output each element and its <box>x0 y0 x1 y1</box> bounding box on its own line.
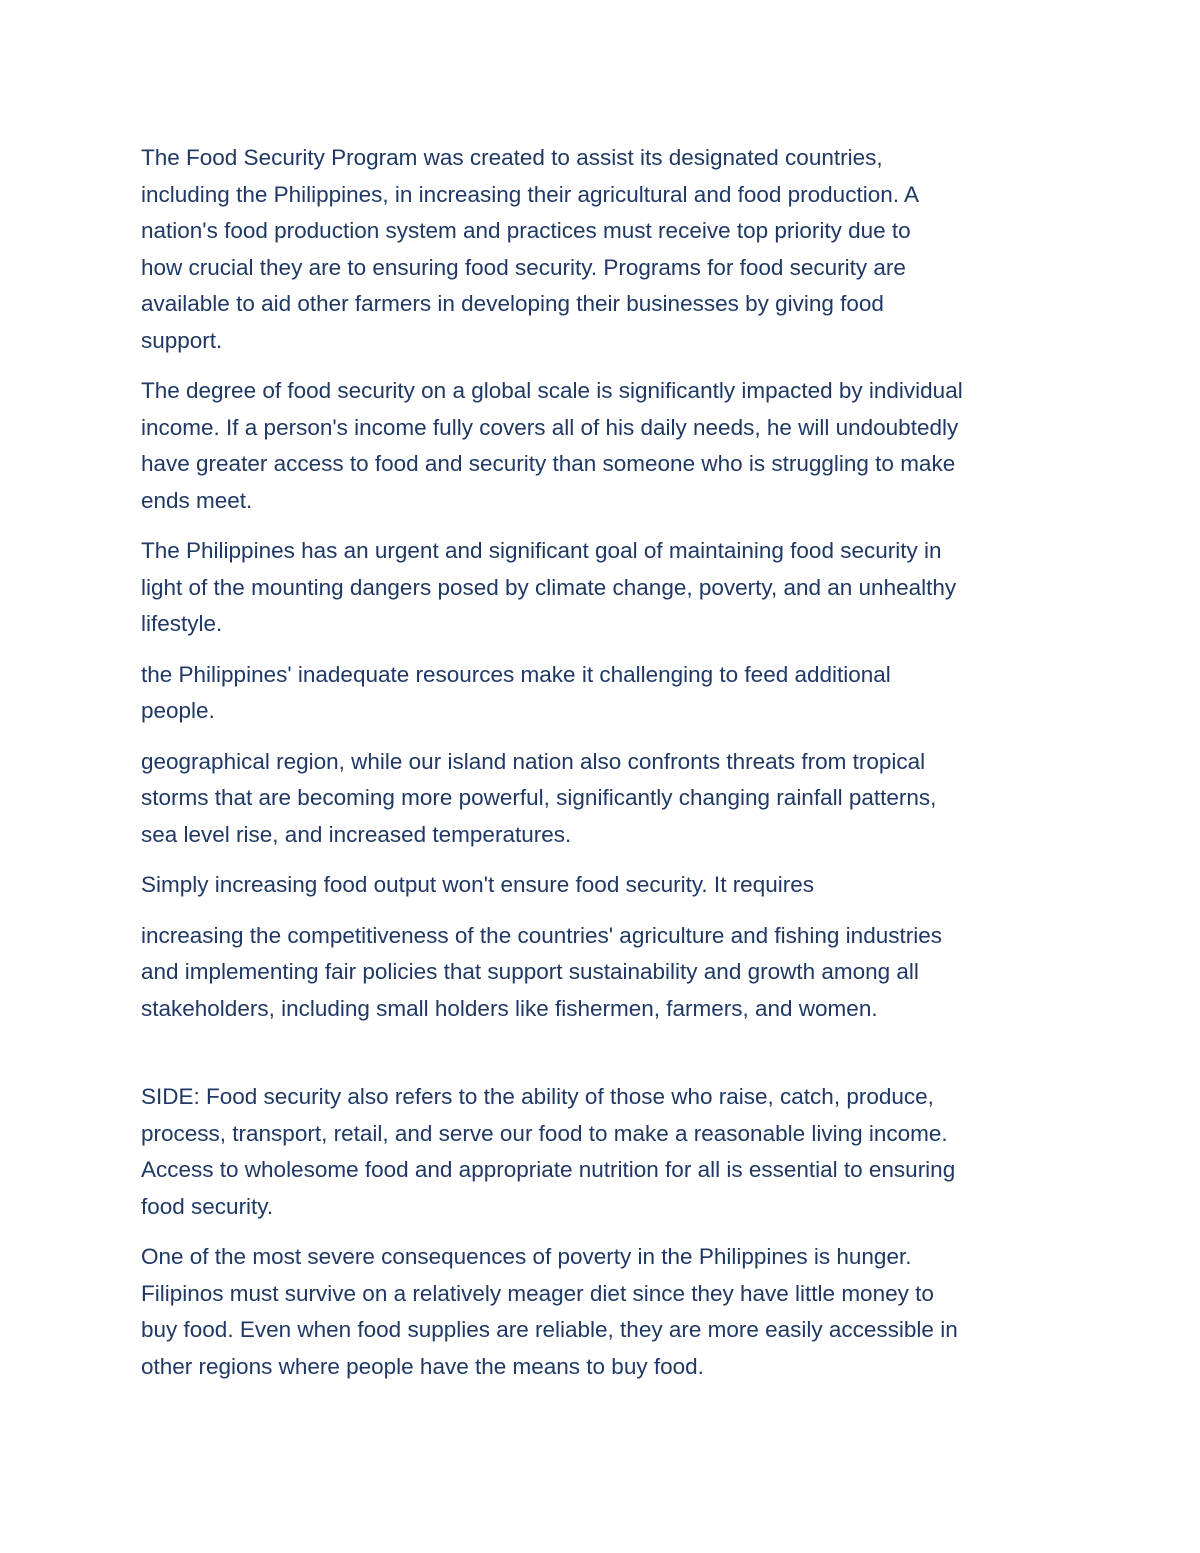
paragraph-geographical-region: geographical region, while our island nation also confronts threats from tropical storms that are becoming more powerful, significantly changing rainfall patterns, sea level rise, and increased temperatures. <box>141 748 937 847</box>
paragraph-food-security-program: The Food Security Program was created to assist its designated countries, including the Philippines, in increasing their agricultural and food production. A nation's food production system and practices must receive top priority due to how crucial they are to ensuring food security. Programs for food security are available to aid other farmers in developing their businesses by giving food support. <box>141 145 919 353</box>
paragraph-philippines-goal: The Philippines has an urgent and significant goal of maintaining food security in light of the mounting dangers posed by climate change, poverty, and an unhealthy lifestyle. <box>141 538 957 636</box>
document-body <box>141 140 1071 1385</box>
paragraph-food-output: Simply increasing food output won't ensure food security. It requires <box>141 872 814 897</box>
paragraph-competitiveness: increasing the competitiveness of the countries' agriculture and fishing industries and implementing fair policies that support sustainability and growth among all stakeholders, including small holders like fishermen, farmers, and women. <box>141 922 942 1021</box>
paragraph-inadequate-resources: the Philippines' inadequate resources make it challenging to feed additional people. <box>141 661 891 723</box>
paragraph-side-note: SIDE: Food security also refers to the ability of those who raise, catch, produce, process, transport, retail, and serve our food to make a reasonable living income. Access to wholesome food and appropriate nutrition for all is essential to ensuring food security. <box>141 1084 956 1219</box>
paragraph-individual-income: The degree of food security on a global scale is significantly impacted by individual income. If a person's income fully covers all of his daily needs, he will undoubtedly have greater access to food and security than someone who is struggling to make ends meet. <box>141 378 963 513</box>
paragraph-poverty-hunger: One of the most severe consequences of poverty in the Philippines is hunger. Filipinos must survive on a relatively meager diet since they have little money to buy food. Even when food supplies are reliable, they are more easily accessible in other regions where people have the means to buy food. <box>141 1244 958 1379</box>
